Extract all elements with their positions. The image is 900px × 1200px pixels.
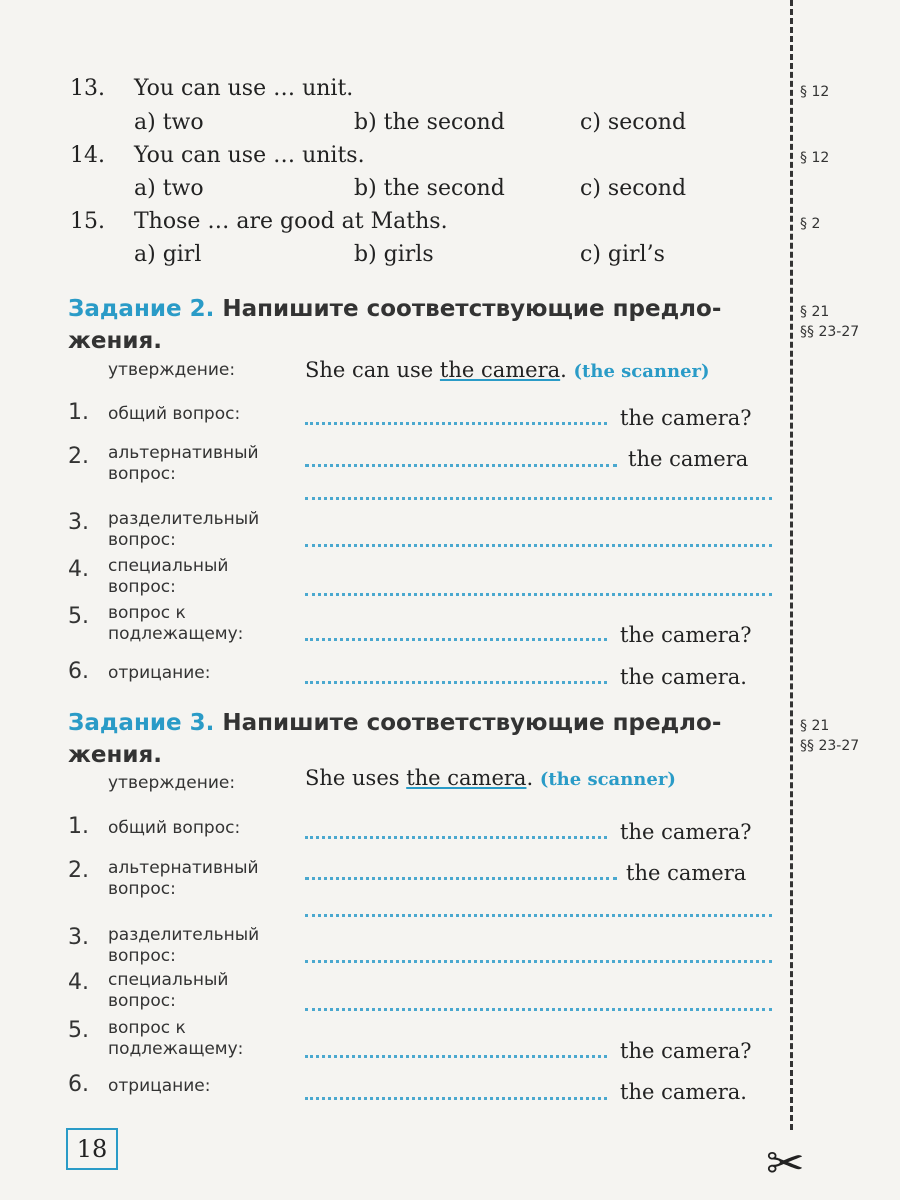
answer-line[interactable] (305, 960, 772, 963)
row-label: общий вопрос: (108, 404, 241, 424)
task-label: Задание 2. (68, 296, 215, 322)
row-label: отрицание: (108, 1076, 211, 1096)
answer-line[interactable] (305, 1008, 772, 1011)
row-label: вопрос: (108, 991, 176, 1011)
row-number: 4. (68, 970, 89, 995)
question-number: 15. (70, 209, 105, 234)
option-a: a) girl (134, 242, 202, 267)
statement-label: утверждение: (108, 360, 236, 380)
row-label: альтернативный (108, 443, 259, 463)
row-number: 6. (68, 1072, 89, 1097)
task-instruction-line1: Напишите соответствующие предло- (222, 296, 722, 322)
answer-line[interactable] (305, 638, 607, 641)
row-number: 4. (68, 557, 89, 582)
answer-line[interactable] (305, 914, 772, 917)
row-number: 5. (68, 604, 89, 629)
reference: § 2 (800, 216, 821, 232)
answer-line[interactable] (305, 464, 617, 467)
answer-line[interactable] (305, 422, 607, 425)
task-instruction-line2: жения. (68, 328, 162, 354)
question-number: 14. (70, 143, 105, 168)
task-title (68, 293, 721, 357)
reference: § 12 (800, 84, 830, 100)
statement-object: the camera (406, 766, 527, 790)
row-tail: the camera (626, 861, 747, 885)
replacement-hint: (the scanner) (573, 361, 710, 382)
row-number: 1. (68, 400, 89, 425)
statement-object: the camera (439, 358, 561, 382)
row-label: вопрос: (108, 530, 176, 550)
question-text: You can use … units. (134, 143, 365, 168)
answer-line[interactable] (305, 544, 772, 547)
statement-text: She uses (305, 766, 407, 790)
row-tail: the camera? (620, 406, 752, 430)
reference: §§ 23-27 (800, 324, 860, 340)
answer-line[interactable] (305, 497, 772, 500)
answer-line[interactable] (305, 836, 607, 839)
row-label: специальный (108, 970, 229, 990)
statement-text: She can use (305, 358, 440, 382)
row-tail: the camera? (620, 1039, 752, 1063)
row-number: 2. (68, 444, 89, 469)
answer-line[interactable] (305, 877, 617, 880)
question-number: 13. (70, 76, 105, 101)
row-number: 3. (68, 510, 89, 535)
answer-line[interactable] (305, 1055, 607, 1058)
task-title (68, 707, 721, 771)
row-label: вопрос к (108, 1018, 186, 1038)
row-label: вопрос к (108, 603, 186, 623)
option-b: b) the second (354, 110, 505, 135)
row-number: 3. (68, 925, 89, 950)
row-label: альтернативный (108, 858, 259, 878)
statement-end: . (560, 358, 567, 382)
option-b: b) the second (354, 176, 505, 201)
row-label: вопрос: (108, 577, 176, 597)
row-tail: the camera? (620, 623, 752, 647)
row-number: 6. (68, 659, 89, 684)
row-label: общий вопрос: (108, 818, 241, 838)
statement (305, 358, 710, 382)
task-instruction-line1: Напишите соответствующие предло- (222, 710, 722, 736)
answer-line[interactable] (305, 681, 607, 684)
option-a: a) two (134, 176, 204, 201)
row-label: подлежащему: (108, 1039, 244, 1059)
reference: § 12 (800, 150, 830, 166)
row-label: подлежащему: (108, 624, 244, 644)
row-label: вопрос: (108, 464, 176, 484)
option-c: c) second (580, 176, 687, 201)
option-b: b) girls (354, 242, 434, 267)
row-number: 1. (68, 814, 89, 839)
row-label: специальный (108, 556, 229, 576)
row-number: 2. (68, 858, 89, 883)
answer-line[interactable] (305, 1097, 607, 1100)
row-number: 5. (68, 1018, 89, 1043)
scissors-icon: ✂ (766, 1136, 805, 1190)
question-text: Those … are good at Maths. (134, 209, 448, 234)
statement (305, 766, 676, 790)
row-label: отрицание: (108, 663, 211, 683)
row-tail: the camera (628, 447, 749, 471)
task-label: Задание 3. (68, 710, 215, 736)
row-label: разделительный (108, 925, 260, 945)
task-instruction-line2: жения. (68, 742, 162, 768)
statement-label: утверждение: (108, 773, 236, 793)
row-tail: the camera. (620, 665, 747, 689)
row-label: разделительный (108, 509, 260, 529)
statement-end: . (526, 766, 534, 790)
row-label: вопрос: (108, 946, 176, 966)
reference: § 21 (800, 304, 830, 320)
row-label: вопрос: (108, 879, 176, 899)
option-c: c) girl’s (580, 242, 665, 267)
reference: §§ 23-27 (800, 738, 860, 754)
reference: § 21 (800, 718, 830, 734)
option-c: c) second (580, 110, 687, 135)
replacement-hint: (the scanner) (539, 769, 676, 790)
cut-line (790, 0, 793, 1130)
question-text: You can use … unit. (134, 76, 354, 101)
row-tail: the camera. (620, 1080, 747, 1104)
answer-line[interactable] (305, 593, 772, 596)
option-a: a) two (134, 110, 204, 135)
page-number: 18 (66, 1128, 118, 1170)
row-tail: the camera? (620, 820, 752, 844)
